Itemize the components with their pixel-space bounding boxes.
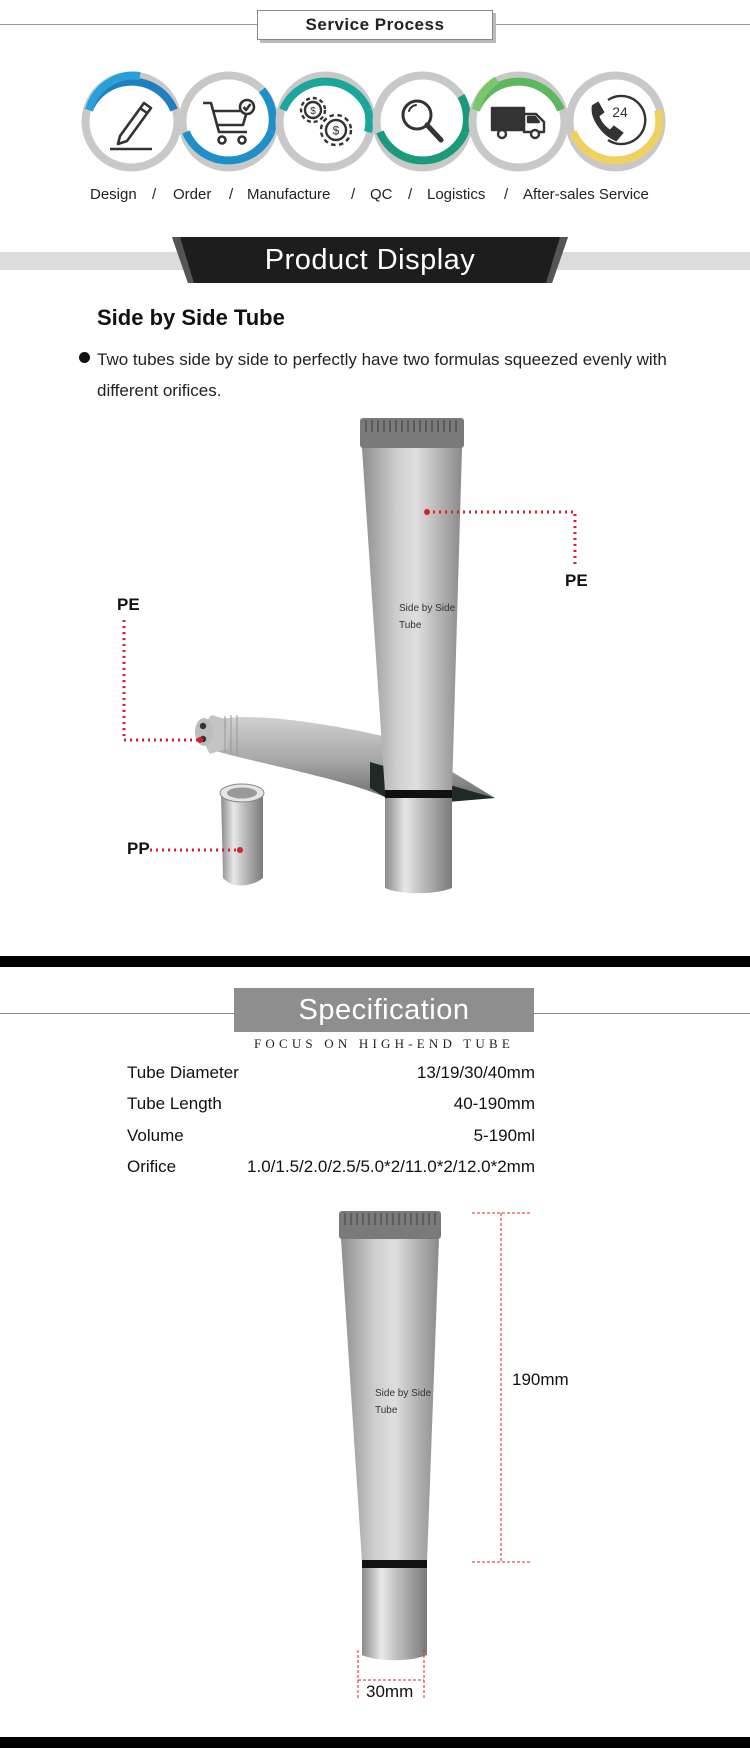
service-process-title: Service Process [257,10,493,40]
spec-row [127,1126,535,1150]
spec-row [127,1094,535,1118]
step-after-sales [564,70,667,173]
step-qc [371,70,474,173]
standing-tube [360,418,464,893]
product-display-title: Product Display [264,244,476,276]
shopping-cart-icon [177,70,280,173]
step-label-qc: QC [370,186,393,203]
spec-key: Orifice [127,1157,177,1176]
step-label-order: Order [173,186,212,203]
tube-print-line-2: Tube [399,620,422,631]
step-label-manufacture: Manufacture [247,186,331,203]
truck-icon [467,70,570,173]
spec-row [127,1063,535,1087]
step-separator: / [504,186,509,203]
label-pe-left: PE [117,595,140,614]
step-separator: / [229,186,234,203]
spec-value: 5-190ml [473,1126,535,1145]
dimension-height: 190mm [512,1370,569,1389]
pencil-icon [80,70,183,173]
step-label-logistics: Logistics [427,186,486,203]
dimension-width: 30mm [366,1682,414,1701]
spec-rule-left [0,1013,234,1014]
title-rule-right [494,24,750,25]
pp-cap [220,784,264,886]
product-photo [100,410,620,900]
product-description: Two tubes side by side to perfectly have two formulas squeezed evenly with different orifices. [97,350,667,400]
spec-key: Tube Length [127,1094,222,1113]
step-logistics [467,70,570,173]
svg-text:$: $ [332,123,340,138]
spec-key: Tube Diameter [127,1063,239,1082]
gears-icon [274,70,377,173]
step-separator: / [351,186,356,203]
step-manufacture [274,70,377,173]
spec-value: 13/19/30/40mm [416,1063,535,1082]
step-order [177,70,280,173]
step-label-after-sales: After-sales Service [523,186,649,203]
svg-text:24: 24 [612,104,628,120]
bullet-icon [79,352,90,363]
spec-tube-print-line-2: Tube [375,1405,398,1416]
section-divider [0,956,750,967]
step-separator: / [408,186,413,203]
product-display-banner [172,237,568,283]
step-label-design: Design [90,186,137,203]
title-rule-left [0,24,257,25]
spec-row [127,1157,535,1181]
phone-24-icon [564,70,667,173]
step-separator: / [152,186,157,203]
tube-print-line-1: Side by Side [399,603,456,614]
specification-subtitle: FOCUS ON HIGH-END TUBE [253,1036,515,1051]
label-pp: PP [127,839,150,858]
spec-tube-print-line-1: Side by Side [375,1388,432,1399]
magnifier-icon [371,70,474,173]
svg-text:$: $ [310,106,316,117]
product-name: Side by Side Tube [97,305,285,330]
spec-rule-right [534,1013,750,1014]
service-steps-caption [0,186,750,208]
spec-value: 1.0/1.5/2.0/2.5/5.0*2/11.0*2/12.0*2mm [247,1157,535,1176]
spec-value: 40-190mm [453,1094,535,1113]
specification-title: Specification [234,988,534,1032]
step-design [80,70,183,173]
label-pe-right: PE [565,571,588,590]
callout-lines [124,512,575,850]
spec-key: Volume [127,1126,184,1145]
bottom-divider [0,1737,750,1748]
spec-tube-photo [320,1205,550,1705]
spec-tube [339,1211,441,1660]
